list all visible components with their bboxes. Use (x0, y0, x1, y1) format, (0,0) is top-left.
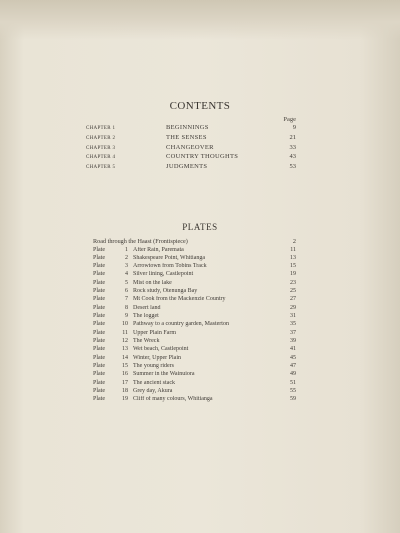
plate-label: Plate (93, 296, 105, 303)
plate-title: Mist on the lake (133, 279, 172, 286)
plate-list (93, 238, 296, 404)
plate-label: Plate (93, 254, 105, 261)
contents-title: CONTENTS (169, 100, 231, 112)
plates-title: PLATES (182, 222, 218, 232)
plate-row (93, 247, 296, 255)
plate-row (93, 263, 296, 271)
plate-page: 27 (290, 296, 296, 303)
plate-number: 11 (122, 329, 128, 336)
plate-title: Shakespeare Point, Whitianga (133, 254, 206, 261)
frontispiece-title: Road through the Haast (Frontispiece) (93, 238, 188, 245)
plate-title: Rock study, Otenunga Bay (133, 288, 198, 295)
chapter-row (86, 134, 296, 144)
plate-page: 23 (290, 279, 296, 286)
plate-row (93, 313, 296, 321)
plate-number: 17 (122, 379, 128, 386)
plate-label: Plate (93, 321, 105, 328)
plate-label: Plate (93, 371, 105, 378)
chapter-page: 43 (289, 153, 296, 161)
plate-title: The young riders (133, 362, 174, 369)
plate-page: 25 (290, 288, 296, 295)
plate-title: Winter, Upper Plain (133, 354, 182, 361)
plate-number: 2 (125, 254, 128, 261)
plate-number: 13 (122, 346, 128, 353)
chapter-title: CHANGEOVER (166, 143, 214, 151)
plate-page: 51 (290, 379, 296, 386)
plate-number: 19 (122, 396, 128, 403)
plate-number: 9 (125, 313, 128, 319)
plate-label: Plate (93, 313, 105, 319)
frontispiece-page: 2 (292, 238, 296, 245)
plate-title: Upper Plain Farm (133, 329, 176, 336)
plate-row (93, 271, 296, 279)
plate-page: 19 (290, 271, 296, 278)
chapter-row (86, 153, 296, 163)
chapter-page: 53 (289, 163, 296, 171)
chapter-row (86, 144, 296, 154)
page-top-shadow (0, 0, 400, 40)
plate-number: 14 (122, 354, 128, 361)
plate-title: Grey day, Akura (133, 387, 173, 394)
plate-title: Desert land (133, 304, 161, 311)
plate-label: Plate (93, 246, 105, 253)
chapter-row (86, 163, 296, 173)
plate-label: Plate (93, 387, 105, 394)
plate-number: 18 (122, 387, 128, 394)
chapter-title: JUDGMENTS (166, 163, 208, 171)
plate-number: 12 (122, 337, 128, 344)
chapter-label: CHAPTER 2 (86, 135, 116, 141)
plate-row (93, 388, 296, 396)
frontispiece-row (93, 238, 296, 247)
plate-page: 11 (290, 246, 296, 253)
chapter-label: CHAPTER 4 (86, 155, 116, 161)
plate-label: Plate (93, 288, 105, 295)
plate-label: Plate (93, 329, 105, 336)
plate-title: Wet beach, Castlepoint (133, 346, 189, 353)
plate-page: 15 (290, 263, 296, 270)
plate-title: The Wreck (133, 337, 160, 344)
plate-page: 49 (290, 371, 296, 378)
plate-title: Summer in the Wainuiora (133, 371, 195, 378)
plate-page: 55 (290, 387, 296, 394)
plate-row (93, 346, 296, 354)
plate-title: The logget (133, 313, 159, 319)
plate-row (93, 288, 296, 296)
plate-page: 13 (290, 254, 296, 261)
chapter-row (86, 124, 296, 134)
plate-number: 1 (125, 246, 128, 253)
plate-title: Arrowtown from Tobins Track (133, 263, 207, 270)
plate-row (93, 280, 296, 288)
plate-page: 41 (290, 346, 296, 353)
plate-row (93, 330, 296, 338)
chapter-list (86, 124, 296, 173)
plate-label: Plate (93, 362, 105, 369)
plate-row (93, 338, 296, 346)
plate-page: 45 (290, 354, 296, 361)
plate-number: 3 (125, 263, 128, 270)
plate-title: Silver lining, Castlepoint (133, 271, 194, 278)
plate-rows (93, 247, 296, 405)
plate-label: Plate (93, 346, 105, 353)
chapter-label: CHAPTER 5 (86, 165, 116, 171)
chapter-label: CHAPTER 1 (86, 126, 116, 131)
chapter-page: 33 (289, 143, 296, 151)
plate-page: 59 (290, 396, 296, 403)
plate-number: 8 (125, 304, 128, 311)
plate-number: 6 (125, 288, 128, 295)
plate-page: 35 (290, 321, 296, 328)
plate-number: 5 (125, 279, 128, 286)
plate-page: 39 (290, 337, 296, 344)
plate-row (93, 371, 296, 379)
plate-title: Pathway to a country garden, Masterton (133, 321, 229, 328)
plate-title: The ancient stack (133, 379, 175, 386)
plate-row (93, 321, 296, 329)
plate-page: 37 (290, 329, 296, 336)
plate-label: Plate (93, 304, 105, 311)
plate-row (93, 296, 296, 304)
plate-row (93, 355, 296, 363)
plate-page: 31 (290, 313, 296, 319)
plate-title: Mt Cook from the Mackenzie Country (133, 296, 226, 303)
plate-row (93, 363, 296, 371)
page-column-header: Page (283, 116, 296, 123)
plate-number: 16 (122, 371, 128, 378)
plate-label: Plate (93, 396, 105, 403)
plate-label: Plate (93, 271, 105, 278)
plate-number: 10 (122, 321, 128, 328)
plate-row (93, 380, 296, 388)
plate-title: After Rain, Paremata (133, 246, 184, 253)
plate-label: Plate (93, 279, 105, 286)
plate-label: Plate (93, 379, 105, 386)
chapter-page: 21 (289, 133, 296, 141)
chapter-title: THE SENSES (166, 133, 207, 141)
chapter-label: CHAPTER 3 (86, 145, 116, 151)
plate-number: 15 (122, 362, 128, 369)
plate-number: 7 (125, 296, 128, 303)
plate-label: Plate (93, 337, 105, 344)
chapter-page: 9 (292, 124, 296, 131)
plate-page: 47 (290, 362, 296, 369)
plate-label: Plate (93, 354, 105, 361)
plate-row (93, 305, 296, 313)
plate-number: 4 (125, 271, 128, 278)
chapter-title: BEGINNINGS (166, 124, 209, 131)
plate-label: Plate (93, 263, 105, 270)
plate-row (93, 396, 296, 404)
plate-page: 29 (290, 304, 296, 311)
chapter-title: COUNTRY THOUGHTS (166, 153, 239, 161)
plate-row (93, 255, 296, 263)
plate-title: Cliff of many colours, Whitianga (133, 396, 213, 403)
